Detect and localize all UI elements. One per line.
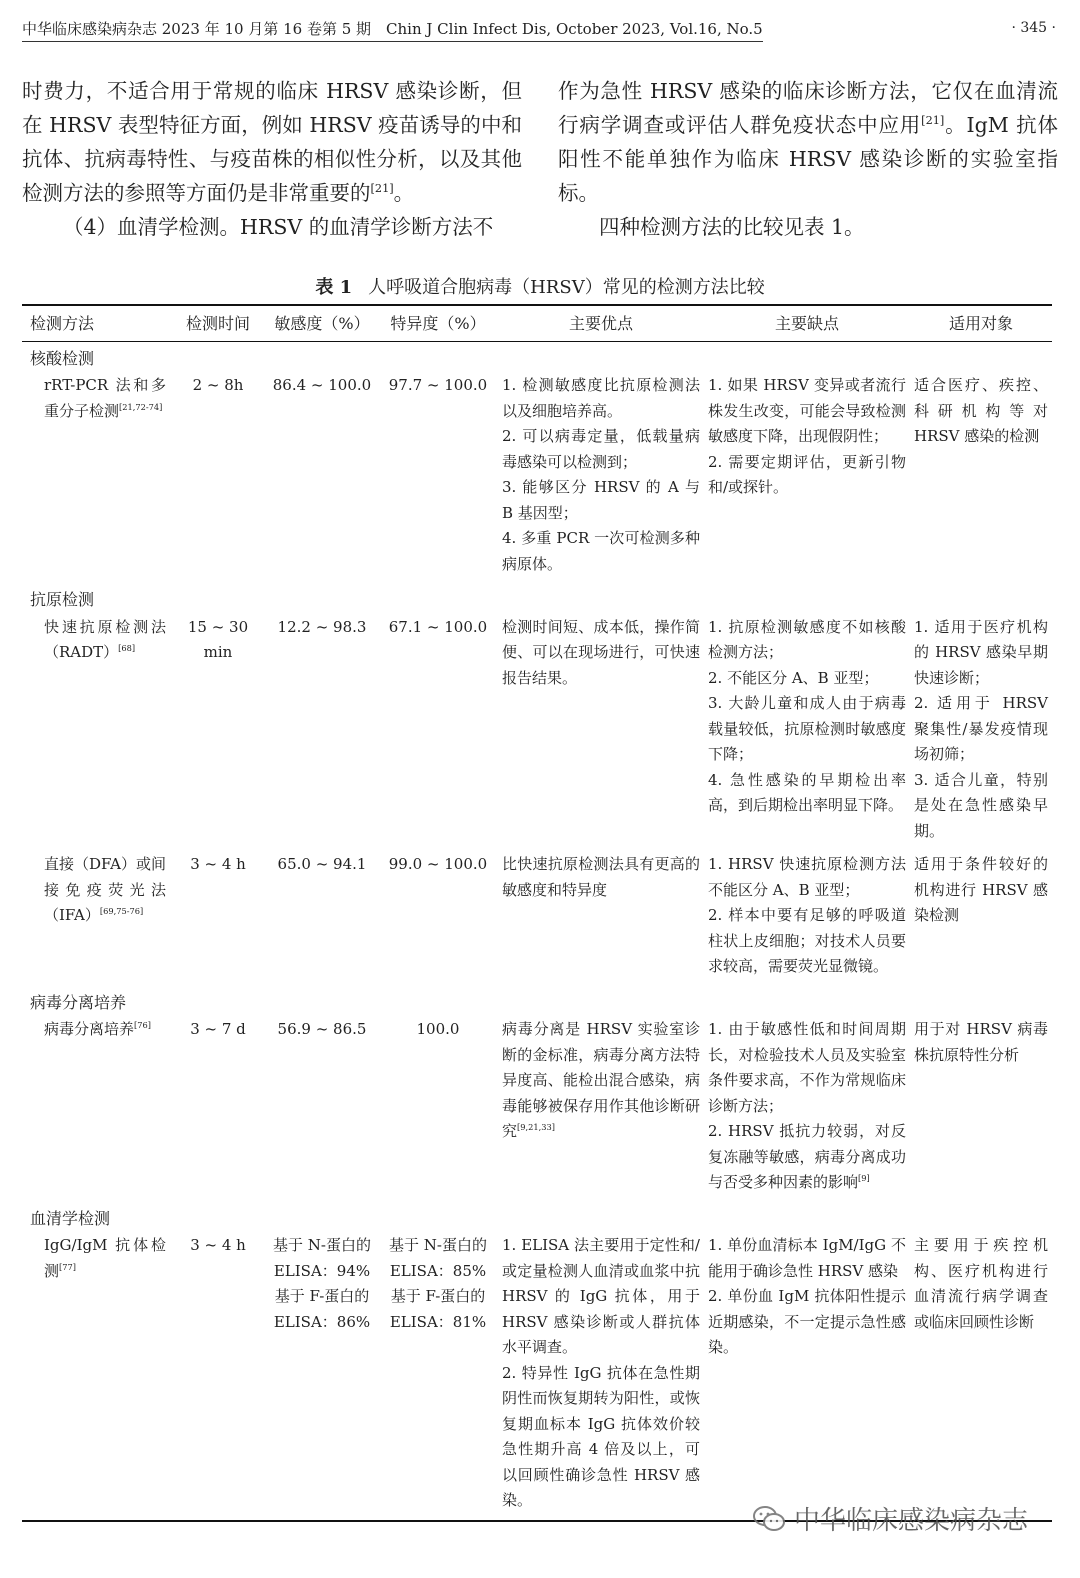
disadvantages-cell-text: 1. 如果 HRSV 变异或者流行株发生改变，可能会导致检测敏感度下降，出现假阴性； [708, 376, 906, 445]
table-row [22, 1231, 1052, 1521]
disadvantages-cell-line [708, 691, 906, 768]
target-cell-text: 1. 适用于医疗机构的 HRSV 感染早期快速诊断； [914, 617, 1048, 687]
header-sensitivity: 敏感度（%） [266, 305, 378, 341]
target-cell-text: 3. 适合儿童，特别是处在急性感染早期。 [914, 770, 1048, 840]
disadvantages-cell-text: 3. 大龄儿童和成人由于病毒载量较低，抗原检测时敏感度下降； [708, 694, 906, 763]
citation[interactable]: [69,75-76] [99, 906, 144, 916]
method-name: 快速抗原检测法（RADT） [44, 617, 166, 661]
advantages-cell-text: 2. 特异性 IgG 抗体在急性期阴性而恢复期转为阳性，或恢复期血标本 IgG 抗体效价较急性期升高 4 倍及以上，可以回顾性确诊急性 HRSV 感染。 [502, 1363, 700, 1509]
disadvantages-cell-line [708, 1284, 906, 1361]
method-name: IgG/IgM 抗体检测 [44, 1236, 166, 1280]
target-cell [910, 613, 1052, 851]
category-row [22, 341, 1052, 371]
table-caption [0, 273, 1080, 299]
method-name: 直接（DFA）或间接免疫荧光法（IFA） [44, 855, 166, 924]
disadvantages-cell [704, 613, 910, 851]
method-name: 病毒分离培养 [44, 1020, 135, 1038]
wechat-icon [752, 1505, 786, 1533]
target-cell-line [914, 1233, 1048, 1335]
time-cell: 3 ~ 4 h [170, 1231, 266, 1521]
citation[interactable]: [68] [118, 643, 136, 653]
method-cell [22, 1015, 170, 1202]
disadvantages-cell-text: 1. HRSV 快速抗原检测方法不能区分 A、B 亚型； [708, 855, 906, 899]
citation[interactable]: [21,72-74] [119, 401, 163, 412]
table-label: 表 1 [315, 277, 353, 298]
disadvantages-cell-line [708, 1119, 906, 1196]
target-cell-line [914, 691, 1048, 768]
disadvantages-cell-text: 1. 抗原检测敏感度不如核酸检测方法； [708, 617, 906, 661]
target-cell-line [914, 1017, 1048, 1068]
advantages-cell-text: 3. 能够区分 HRSV 的 A 与 B 基因型； [502, 478, 700, 522]
right-paragraph-2: 四种检测方法的比较见表 1。 [599, 215, 865, 239]
advantages-cell-text: 检测时间短、成本低，操作简便、可以在现场进行，可快速报告结果。 [502, 617, 700, 687]
specificity-cell: 基于 N-蛋白的 ELISA：85% 基于 F-蛋白的 ELISA：81% [378, 1231, 498, 1521]
advantages-cell-line [502, 424, 700, 475]
advantages-cell-line [502, 373, 700, 424]
disadvantages-cell-text: 1. 由于敏感性低和时间周期长，对检验技术人员及实验室条件要求高，不作为常规临床诊断方法； [708, 1020, 906, 1115]
table-header-row [22, 305, 1052, 341]
time-cell: 3 ~ 7 d [190, 1020, 246, 1038]
citation[interactable]: [77] [59, 1261, 76, 1272]
target-cell-text: 主要用于疾控机构、医疗机构进行血清流行病学调查或临床回顾性诊断 [914, 1236, 1048, 1331]
sensitivity-cell: 86.4 ~ 100.0 [272, 376, 372, 394]
advantages-cell-text: 病毒分离是 HRSV 实验室诊断的金标准，病毒分离方法特异度高、能检出混合感染，病毒能够被保存用作其他诊断研究 [502, 1020, 700, 1140]
citation[interactable]: [9] [858, 1173, 870, 1183]
left-paragraph-1: 时费力，不适合用于常规的临床 HRSV 感染诊断，但在 HRSV 表型特征方面，例如 HRSV 疫苗诱导的中和抗体、抗病毒特性、与疫苗株的相似性分析，以及其他检测方法的参照等方面仍是非常重要的[21]。 [22, 79, 522, 205]
target-cell-line [914, 373, 1048, 450]
specificity-cell: 100.0 [416, 1020, 460, 1038]
disadvantages-cell-line [708, 666, 906, 692]
disadvantages-cell-line [708, 450, 906, 501]
advantages-cell-text: 比快速抗原检测法具有更高的敏感度和特异度 [502, 855, 700, 899]
method-cell [22, 850, 170, 986]
advantages-cell-text: 1. ELISA 法主要用于定性和/或定量检测人血清或血浆中抗 HRSV 的 IgG 抗体，用于 HRSV 感染诊断或人群抗体水平调查。 [502, 1236, 700, 1356]
left-paragraph-2: （4）血清学检测。HRSV 的血清学诊断方法不 [63, 215, 494, 239]
time-cell: 15 ~ 30 min [187, 617, 249, 661]
citation[interactable]: [21] [921, 114, 945, 128]
disadvantages-cell-text: 4. 急性感染的早期检出率高，到后期检出率明显下降。 [708, 770, 906, 814]
method-name: rRT-PCR 法和多重分子检测 [44, 376, 166, 420]
category-label: 核酸检测 [30, 348, 95, 368]
target-cell-line [914, 615, 1048, 692]
header-specificity: 特异度（%） [378, 305, 498, 341]
disadvantages-cell-text: 2. 需要定期评估，更新引物和/或探针。 [708, 452, 906, 496]
advantages-cell [498, 850, 704, 986]
journal-line: 中华临床感染病杂志 2023 年 10 月第 16 卷第 5 期 Chin J Clin Infect Dis, October 2023, Vol.16, No.5 [22, 18, 763, 42]
citation[interactable]: [9,21,33] [517, 1122, 555, 1132]
advantages-cell [498, 1231, 704, 1521]
disadvantages-cell-text: 1. 单份血清标本 IgM/IgG 不能用于确诊急性 HRSV 感染 [708, 1236, 906, 1280]
advantages-cell-line [502, 526, 700, 577]
disadvantages-cell-line [708, 1233, 906, 1284]
header-time: 检测时间 [170, 305, 266, 341]
table-row [22, 1015, 1052, 1202]
advantages-cell-line [502, 1017, 700, 1145]
table-title: 人呼吸道合胞病毒（HRSV）常见的检测方法比较 [368, 277, 765, 298]
disadvantages-cell [704, 850, 910, 986]
specificity-cell: 97.7 ~ 100.0 [388, 376, 488, 394]
advantages-cell [498, 371, 704, 583]
advantages-cell-text: 1. 检测敏感度比抗原检测法以及细胞培养高。 [502, 376, 700, 420]
disadvantages-cell-text: 2. HRSV 抵抗力较弱，对反复冻融等敏感，病毒分离成功与否受多种因素的影响 [708, 1122, 906, 1191]
target-cell-text: 用于对 HRSV 病毒株抗原特性分析 [914, 1020, 1048, 1064]
right-column [558, 74, 1058, 244]
category-label: 病毒分离培养 [30, 992, 127, 1012]
watermark-text: 中华临床感染病杂志 [794, 1506, 1029, 1536]
left-column [22, 74, 522, 244]
header-method: 检测方法 [22, 305, 170, 341]
disadvantages-cell [704, 1231, 910, 1521]
page-number: · 345 · [1011, 20, 1056, 36]
target-cell-text: 适合医疗、疾控、科研机构等对 HRSV 感染的检测 [914, 376, 1048, 445]
target-cell [910, 850, 1052, 986]
advantages-cell-text: 4. 多重 PCR 一次可检测多种病原体。 [502, 529, 700, 573]
disadvantages-cell-line [708, 1017, 906, 1119]
specificity-cell: 99.0 ~ 100.0 [388, 855, 488, 873]
target-cell-line [914, 768, 1048, 845]
disadvantages-cell-line [708, 903, 906, 980]
comparison-table [22, 304, 1052, 1522]
category-label: 血清学检测 [30, 1208, 111, 1228]
category-row [22, 583, 1052, 613]
right-paragraph-1: 作为急性 HRSV 感染的临床诊断方法，它仅在血清流行病学调查或评估人群免疫状态中应用[21]。IgM 抗体阳性不能单独作为临床 HRSV 感染诊断的实验室指标。 [558, 79, 1058, 205]
target-cell-line [914, 852, 1048, 929]
target-cell [910, 1015, 1052, 1202]
table-row [22, 371, 1052, 583]
target-cell [910, 1231, 1052, 1521]
sensitivity-cell: 65.0 ~ 94.1 [277, 855, 367, 873]
table-row [22, 613, 1052, 851]
disadvantages-cell-line [708, 615, 906, 666]
header-target: 适用对象 [910, 305, 1052, 341]
advantages-cell [498, 1015, 704, 1202]
target-cell-text: 适用于条件较好的机构进行 HRSV 感染检测 [914, 855, 1048, 924]
advantages-cell [498, 613, 704, 851]
time-cell: 3 ~ 4 h [190, 855, 246, 873]
sensitivity-cell: 12.2 ~ 98.3 [277, 617, 367, 636]
disadvantages-cell-line [708, 373, 906, 450]
disadvantages-cell-text: 2. 样本中要有足够的呼吸道柱状上皮细胞；对技术人员要求较高，需要荧光显微镜。 [708, 906, 906, 975]
disadvantages-cell-line [708, 852, 906, 903]
disadvantages-cell [704, 1015, 910, 1202]
wechat-watermark [752, 1500, 1028, 1537]
method-cell [22, 371, 170, 583]
header-advantages: 主要优点 [498, 305, 704, 341]
advantages-cell-line [502, 1361, 700, 1514]
time-cell: 2 ~ 8h [192, 376, 244, 394]
advantages-cell-line [502, 615, 700, 692]
target-cell [910, 371, 1052, 583]
header-disadvantages: 主要缺点 [704, 305, 910, 341]
advantages-cell-line [502, 852, 700, 903]
disadvantages-cell [704, 371, 910, 583]
method-cell [22, 613, 170, 851]
target-cell-text: 2. 适用于 HRSV 聚集性/暴发疫情现场初筛； [914, 694, 1048, 763]
sensitivity-cell: 基于 N-蛋白的 ELISA：94% 基于 F-蛋白的 ELISA：86% [266, 1231, 378, 1521]
category-label: 抗原检测 [30, 590, 95, 609]
advantages-cell-text: 2. 可以病毒定量，低载量病毒感染可以检测到； [502, 427, 700, 471]
disadvantages-cell-line [708, 768, 906, 819]
advantages-cell-line [502, 1233, 700, 1361]
category-row [22, 986, 1052, 1016]
citation[interactable]: [76] [134, 1020, 151, 1030]
disadvantages-cell-text: 2. 不能区分 A、B 亚型； [708, 668, 879, 687]
sensitivity-cell: 56.9 ~ 86.5 [277, 1020, 367, 1038]
advantages-cell-line [502, 475, 700, 526]
citation[interactable]: [21] [370, 182, 394, 196]
specificity-cell: 67.1 ~ 100.0 [388, 617, 488, 636]
running-head [22, 18, 1058, 42]
table-row [22, 850, 1052, 986]
method-cell [22, 1231, 170, 1521]
disadvantages-cell-text: 2. 单份血 IgM 抗体阳性提示近期感染，不一定提示急性感染。 [708, 1287, 906, 1356]
category-row [22, 1202, 1052, 1232]
